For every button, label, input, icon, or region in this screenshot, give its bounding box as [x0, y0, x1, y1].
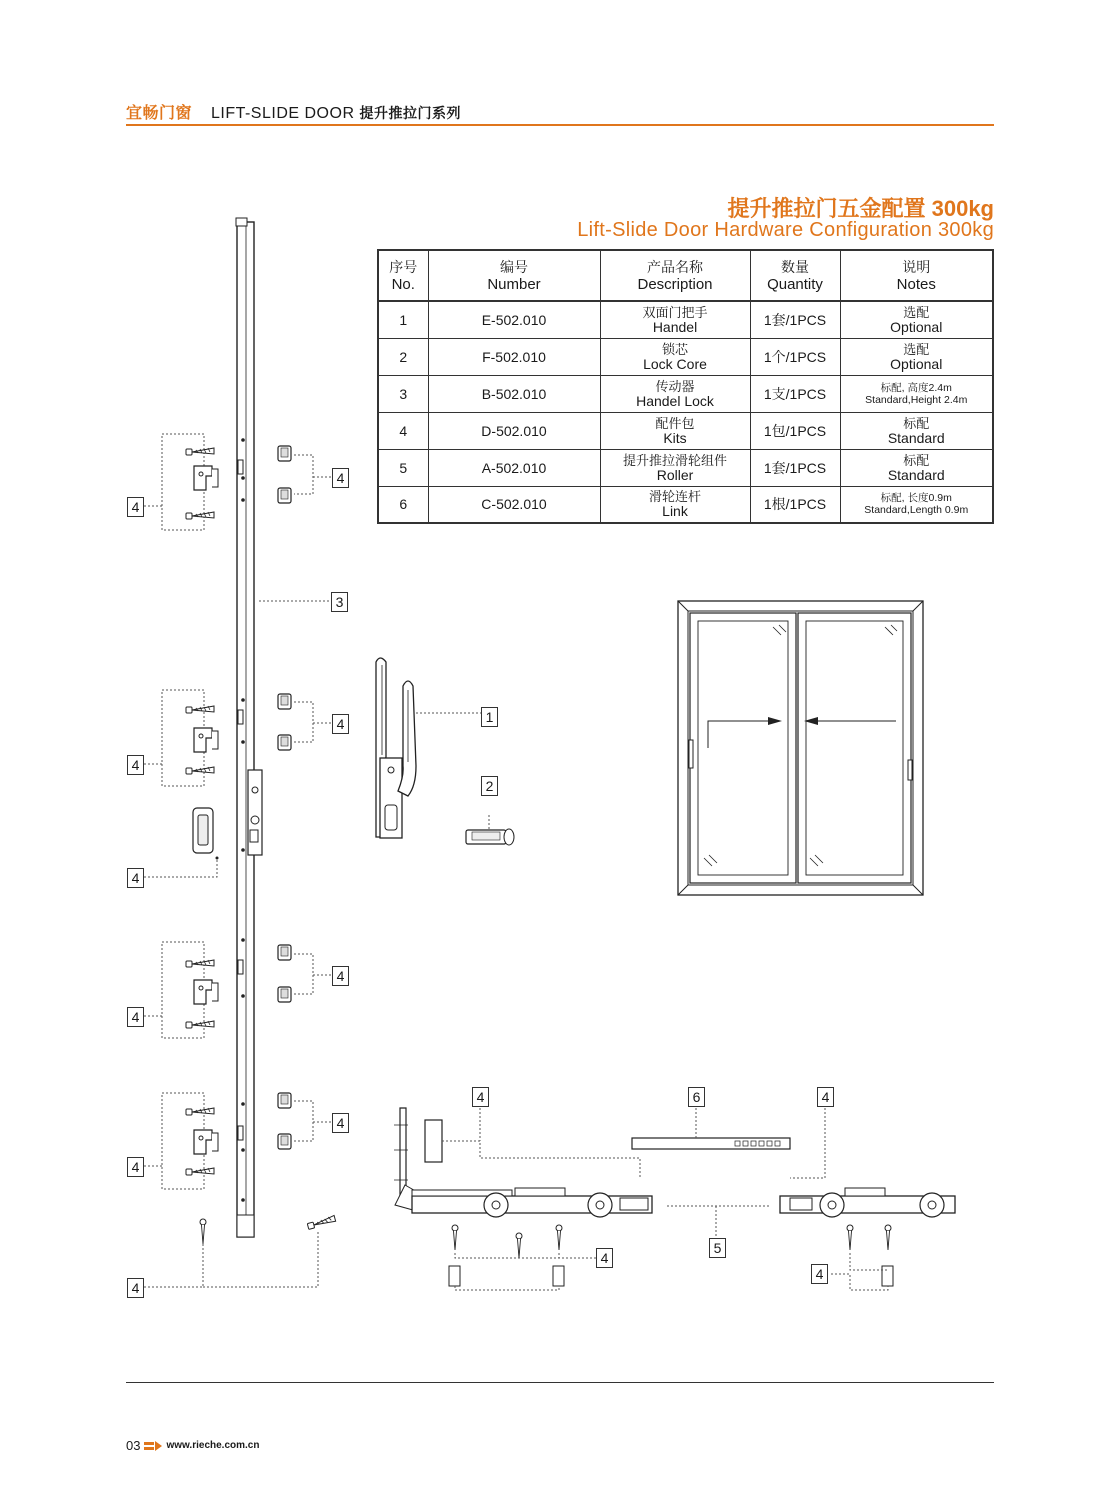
- cell-text: 说明: [902, 258, 931, 275]
- table-cell: 1支/1PCS: [750, 375, 840, 412]
- cell-text: Standard,Height 2.4m: [865, 393, 968, 406]
- cell-text: Description: [637, 275, 713, 293]
- cell-text: Link: [662, 503, 688, 520]
- table-cell: 2: [378, 338, 428, 375]
- cell-text: 滑轮连杆: [648, 489, 701, 505]
- window-drawing: [678, 601, 923, 895]
- cell-text: 标配, 高度2.4m: [880, 381, 952, 394]
- cell-text: Number: [487, 275, 541, 293]
- cell-text: 标配: [903, 452, 930, 468]
- bracket-group-2: [162, 690, 218, 786]
- cell-text: Handel Lock: [636, 392, 714, 409]
- table-cell: A-502.010: [428, 449, 600, 486]
- callout-lock-core: 2: [481, 776, 498, 796]
- cell-text: Optional: [890, 318, 943, 335]
- callout-kits: 4: [332, 714, 349, 734]
- page-title-cn: 提升推拉门五金配置 300kg: [727, 196, 994, 221]
- bracket-group-3: [162, 942, 218, 1038]
- roller-assembly-left: [394, 1104, 652, 1290]
- handle-drawing: [376, 658, 481, 838]
- callout-kits: 4: [127, 868, 144, 888]
- table-cell: 1套/1PCS: [750, 449, 840, 486]
- table-cell: 1套/1PCS: [750, 301, 840, 338]
- cell-text: Lock Core: [643, 355, 707, 372]
- series-name: 提升推拉门系列: [359, 105, 461, 121]
- cell-text: 配件包: [655, 415, 695, 431]
- cell-text: 标配: [903, 415, 930, 431]
- table-cell: 1个/1PCS: [750, 338, 840, 375]
- cell-text: Roller: [656, 466, 694, 483]
- callout-kits: 4: [332, 966, 349, 986]
- cell-text: No.: [391, 275, 415, 293]
- callout-kits: 4: [127, 1007, 144, 1027]
- callout-kits: 4: [127, 1278, 144, 1298]
- callout-handle: 1: [481, 707, 498, 727]
- table-cell: B-502.010: [428, 375, 600, 412]
- cell-text: 产品名称: [647, 258, 703, 275]
- page-title-en: Lift-Slide Door Hardware Configuration 300kg: [577, 219, 994, 241]
- keeper-plate-drawing: [193, 808, 219, 860]
- cell-text: Notes: [896, 275, 936, 293]
- cell-text: Standard: [887, 429, 945, 446]
- cell-text: 选配: [903, 341, 930, 357]
- cell-text: Handel: [652, 318, 698, 335]
- logo-arrow-icon: [144, 1441, 162, 1451]
- page-number: 03: [126, 1438, 141, 1453]
- callout-roller: 5: [709, 1238, 726, 1258]
- callout-kits: 4: [127, 1157, 144, 1177]
- table-cell: F-502.010: [428, 338, 600, 375]
- table-cell: 5: [378, 449, 428, 486]
- callout-kits: 4: [596, 1248, 613, 1268]
- cell-text: Kits: [663, 429, 687, 446]
- callout-kits: 4: [127, 497, 144, 517]
- product-line: LIFT-SLIDE DOOR: [210, 105, 355, 122]
- cell-text: 提升推拉滑轮组件: [622, 452, 727, 468]
- table-cell: 1包/1PCS: [750, 412, 840, 449]
- cap-pair-4: [278, 1093, 331, 1149]
- table-cell: 1根/1PCS: [750, 486, 840, 523]
- cap-pair-1: [278, 446, 331, 503]
- table-cell: C-502.010: [428, 486, 600, 523]
- callout-link: 6: [688, 1087, 705, 1107]
- callout-kits: 4: [332, 1113, 349, 1133]
- cell-text: Standard: [887, 466, 945, 483]
- cell-text: 传动器: [655, 378, 695, 394]
- callout-kits: 4: [472, 1087, 489, 1107]
- lock-cylinder-drawing: [466, 815, 514, 845]
- table-cell: 3: [378, 375, 428, 412]
- callout-handle-lock: 3: [331, 592, 348, 612]
- roller-assembly-right: [780, 1108, 955, 1290]
- table-cell: D-502.010: [428, 412, 600, 449]
- website-link[interactable]: www.rieche.com.cn: [166, 1440, 260, 1451]
- table-cell: 6: [378, 486, 428, 523]
- table-cell: 4: [378, 412, 428, 449]
- cell-text: 双面门把手: [642, 304, 708, 320]
- callout-kits: 4: [817, 1087, 834, 1107]
- transmission-rod-drawing: [236, 218, 262, 1237]
- cap-pair-3: [278, 945, 331, 1002]
- cap-pair-2: [278, 694, 331, 750]
- table-cell: 1: [378, 301, 428, 338]
- cell-text: 编号: [500, 258, 528, 275]
- callout-kits: 4: [332, 468, 349, 488]
- bracket-group-4: [162, 1093, 218, 1189]
- cell-text: 锁芯: [661, 341, 688, 357]
- cell-text: 选配: [903, 304, 930, 320]
- cell-text: Optional: [890, 355, 943, 372]
- callout-kits: 4: [811, 1264, 828, 1284]
- cell-text: Quantity: [767, 275, 823, 293]
- cell-text: 序号: [389, 258, 418, 275]
- page-footer: [126, 1438, 259, 1453]
- cell-text: Standard,Length 0.9m: [864, 504, 969, 517]
- footer-divider: [126, 1382, 994, 1383]
- callout-kits: 4: [127, 755, 144, 775]
- cell-text: 标配, 长度0.9m: [880, 492, 952, 505]
- brand-name: 宜畅门窗: [126, 105, 193, 122]
- cell-text: 数量: [781, 258, 809, 275]
- bracket-group-1: [162, 434, 218, 530]
- link-bar-drawing: [632, 1108, 790, 1149]
- table-cell: E-502.010: [428, 301, 600, 338]
